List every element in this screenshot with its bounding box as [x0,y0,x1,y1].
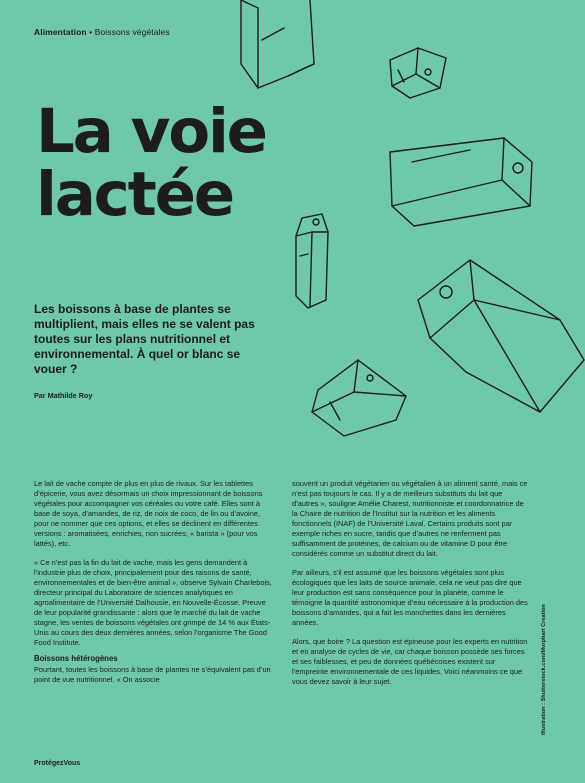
byline: Par Mathilde Roy [34,391,93,400]
milk-carton-icon-5 [418,260,584,412]
paragraph: Le lait de vache compte de plus en plus de rivaux. Sur les tablettes d’épicerie, vous avez désormais un choix impressionnant de boissons végétales pour accompagner vos céréales ou votre café. Elles sont à base de soya, d’amandes, de riz, de noix de coco, de lin ou d’avoine, pour ne nommer que ces options, et elles se déclinent en différentes versions : aromatisées, enrichies, non sucrées, « barista » (pour vos lattés), etc. [34,479,263,548]
milk-carton-icon-1 [241,0,314,88]
illustration-credit: Illustration : Shutterstock.com/Morphart Creation [541,604,547,735]
breadcrumb-subsection: Boissons végétales [94,27,170,37]
paragraph: Pourtant, toutes les boissons à base de plantes ne s’équivalent pas d’un point de vue nutritionnel. « On associe [34,665,271,684]
paragraph: Alors, que boire ? La question est épineuse pour les experts en nutrition et en analyse de cycles de vie, car chaque boisson possède ses forces et ses faiblesses, et peu de données québécoises existent sur l’empreinte environnementale de ces liquides. Voici néanmoins ce que vous devez savoir à leur sujet. [292,637,528,686]
body-column-left [34,479,272,694]
title-line-2: lactée [36,159,233,230]
paragraph: « Ce n’est pas la fin du lait de vache, mais les gens demandent à l’industrie plus de choix, principalement pour des raisons de santé, environnementales et de bien-être animal », observe Sylvain Charlebois, directeur principal du Laboratoire de sciences analytiques en agroalimentaire de l’Université Dalhousie, en Nouvelle-Écosse. Preuve de leur popularité grandissante : alors que le marché du lait de vache stagne, les ventes de boissons végétales ont grimpé de 14 % aux États-Unis au cours des deux dernières années, selon l’organisme The Good Food Institute. [34,558,272,647]
article-title [36,96,336,230]
paragraph: souvent un produit végétarien ou végétalien à un aliment santé, mais ce n’est pas toujours le cas. Il y a de meilleurs substituts du lait que d’autres », souligne Amélie Charest, nutritionniste et coordonnatrice de la Chaire de nutrition de l’Institut sur la nutrition et les aliments fonctionnels (INAF) de l’Université Laval. Certains produits sont par exemple riches en sucre, tandis que d’autres ne renferment pas suffisamment de protéines, de calcium ou de vitamine D pour être considérés comme un substitut direct du lait. [292,479,528,558]
milk-carton-icon-3 [390,138,532,226]
article-lede: Les boissons à base de plantes se multiplient, mais elles ne se valent pas toutes sur les plans nutritionnel et environnemental. À quel or blanc se vouer ? [34,302,255,376]
footer-brand: ProtégezVous [34,760,81,767]
breadcrumb-section: Alimentation [34,27,87,37]
paragraph: Par ailleurs, s’il est assumé que les boissons végétales sont plus écologiques que les laits de source animale, cela ne veut pas dire que leur production est sans conséquence pour la planète, comme le témoigne la quantité astronomique d’eau nécessaire à la production des boissons d’amandes, qui a fait les manchettes dans les dernières années. [292,568,528,627]
subheading: Boissons hétérogènes [34,654,118,663]
milk-carton-icon-4 [296,214,328,308]
title-line-1: La voie [36,96,266,167]
milk-carton-icon-6 [312,360,406,436]
breadcrumb-separator: • [86,27,95,37]
milk-carton-icon-2 [390,48,446,98]
body-column-right [292,479,530,696]
breadcrumb [34,27,170,37]
